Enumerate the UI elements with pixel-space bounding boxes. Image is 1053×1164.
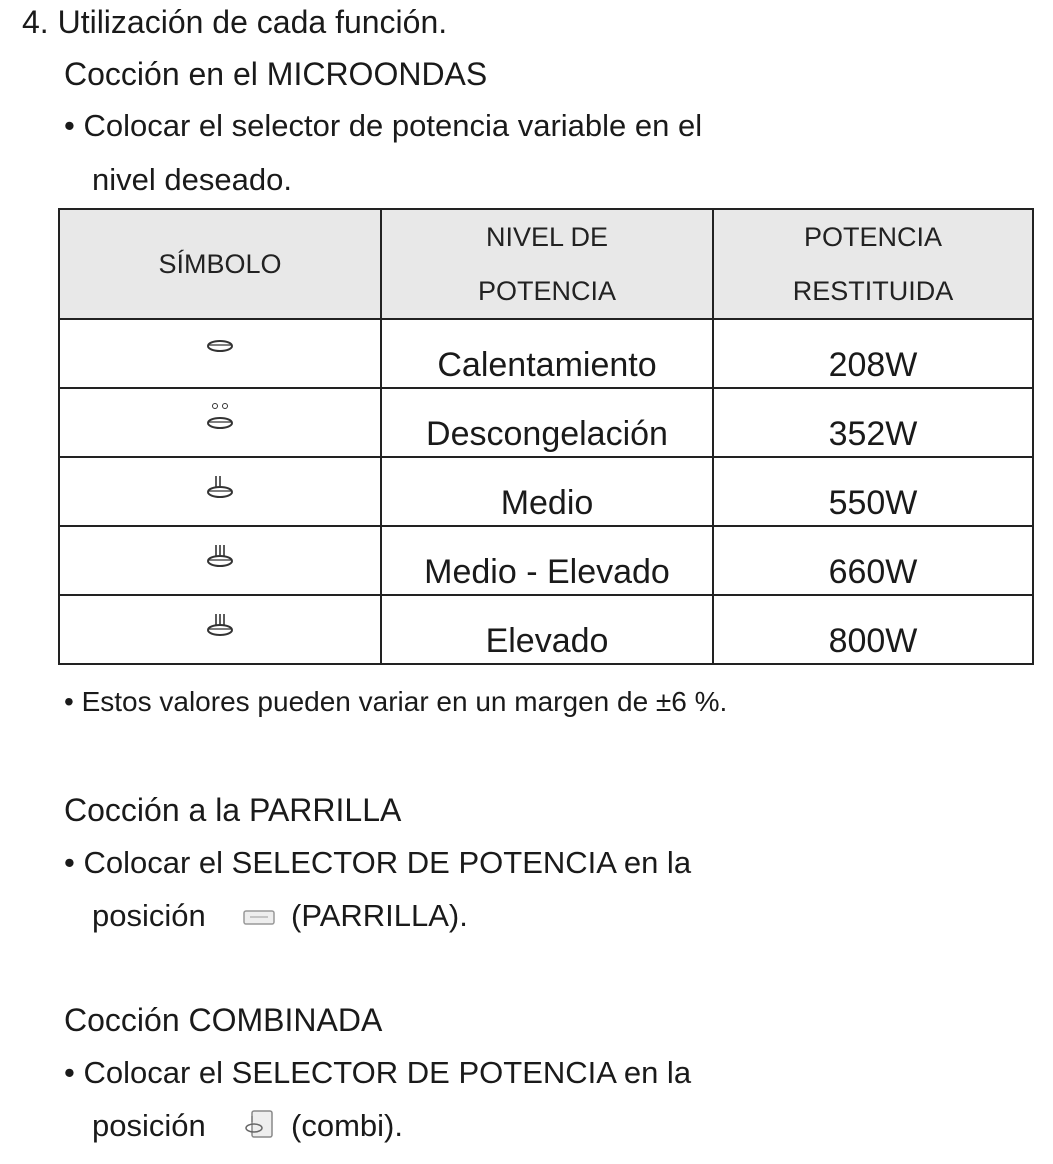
tolerance-note: • Estos valores pueden variar en un margen de ±6 %. <box>64 686 728 717</box>
table-row <box>59 526 1033 595</box>
header-level: NIVEL DE POTENCIA <box>381 209 713 319</box>
power-table <box>58 208 1034 665</box>
grill-title: Cocción a la PARRILLA <box>64 792 402 828</box>
pot-defrost-icon <box>59 388 381 457</box>
combi-symbol-icon <box>242 1108 276 1148</box>
power-output: 660W <box>713 526 1033 595</box>
header-power: POTENCIA RESTITUIDA <box>713 209 1033 319</box>
grill-bullet: • Colocar el SELECTOR DE POTENCIA en la <box>64 845 692 880</box>
microwave-bullet: • Colocar el selector de potencia variable en el <box>64 108 703 143</box>
header-symbol: SÍMBOLO <box>59 209 381 319</box>
power-output: 208W <box>713 319 1033 388</box>
combi-bullet: • Colocar el SELECTOR DE POTENCIA en la <box>64 1055 692 1090</box>
power-level: Elevado <box>381 595 713 664</box>
table-row <box>59 457 1033 526</box>
power-level: Calentamiento <box>381 319 713 388</box>
grill-position: posición (PARRILLA). <box>92 898 468 936</box>
power-output: 550W <box>713 457 1033 526</box>
pot-medium-icon <box>59 457 381 526</box>
combi-title: Cocción COMBINADA <box>64 1002 383 1038</box>
combi-position: posición (combi). <box>92 1108 403 1148</box>
grill-symbol-icon <box>242 900 276 936</box>
table-row <box>59 319 1033 388</box>
pot-warm-icon <box>59 319 381 388</box>
pot-high-icon <box>59 595 381 664</box>
table-row <box>59 388 1033 457</box>
table-row <box>59 595 1033 664</box>
microwave-bullet-cont: nivel deseado. <box>92 162 292 197</box>
microwave-title: Cocción en el MICROONDAS <box>64 56 488 92</box>
power-level: Medio - Elevado <box>381 526 713 595</box>
power-level: Descongelación <box>381 388 713 457</box>
power-output: 352W <box>713 388 1033 457</box>
power-output: 800W <box>713 595 1033 664</box>
table-header-row <box>59 209 1033 319</box>
section-heading: 4. Utilización de cada función. <box>22 4 448 40</box>
pot-medium-high-icon <box>59 526 381 595</box>
power-level: Medio <box>381 457 713 526</box>
